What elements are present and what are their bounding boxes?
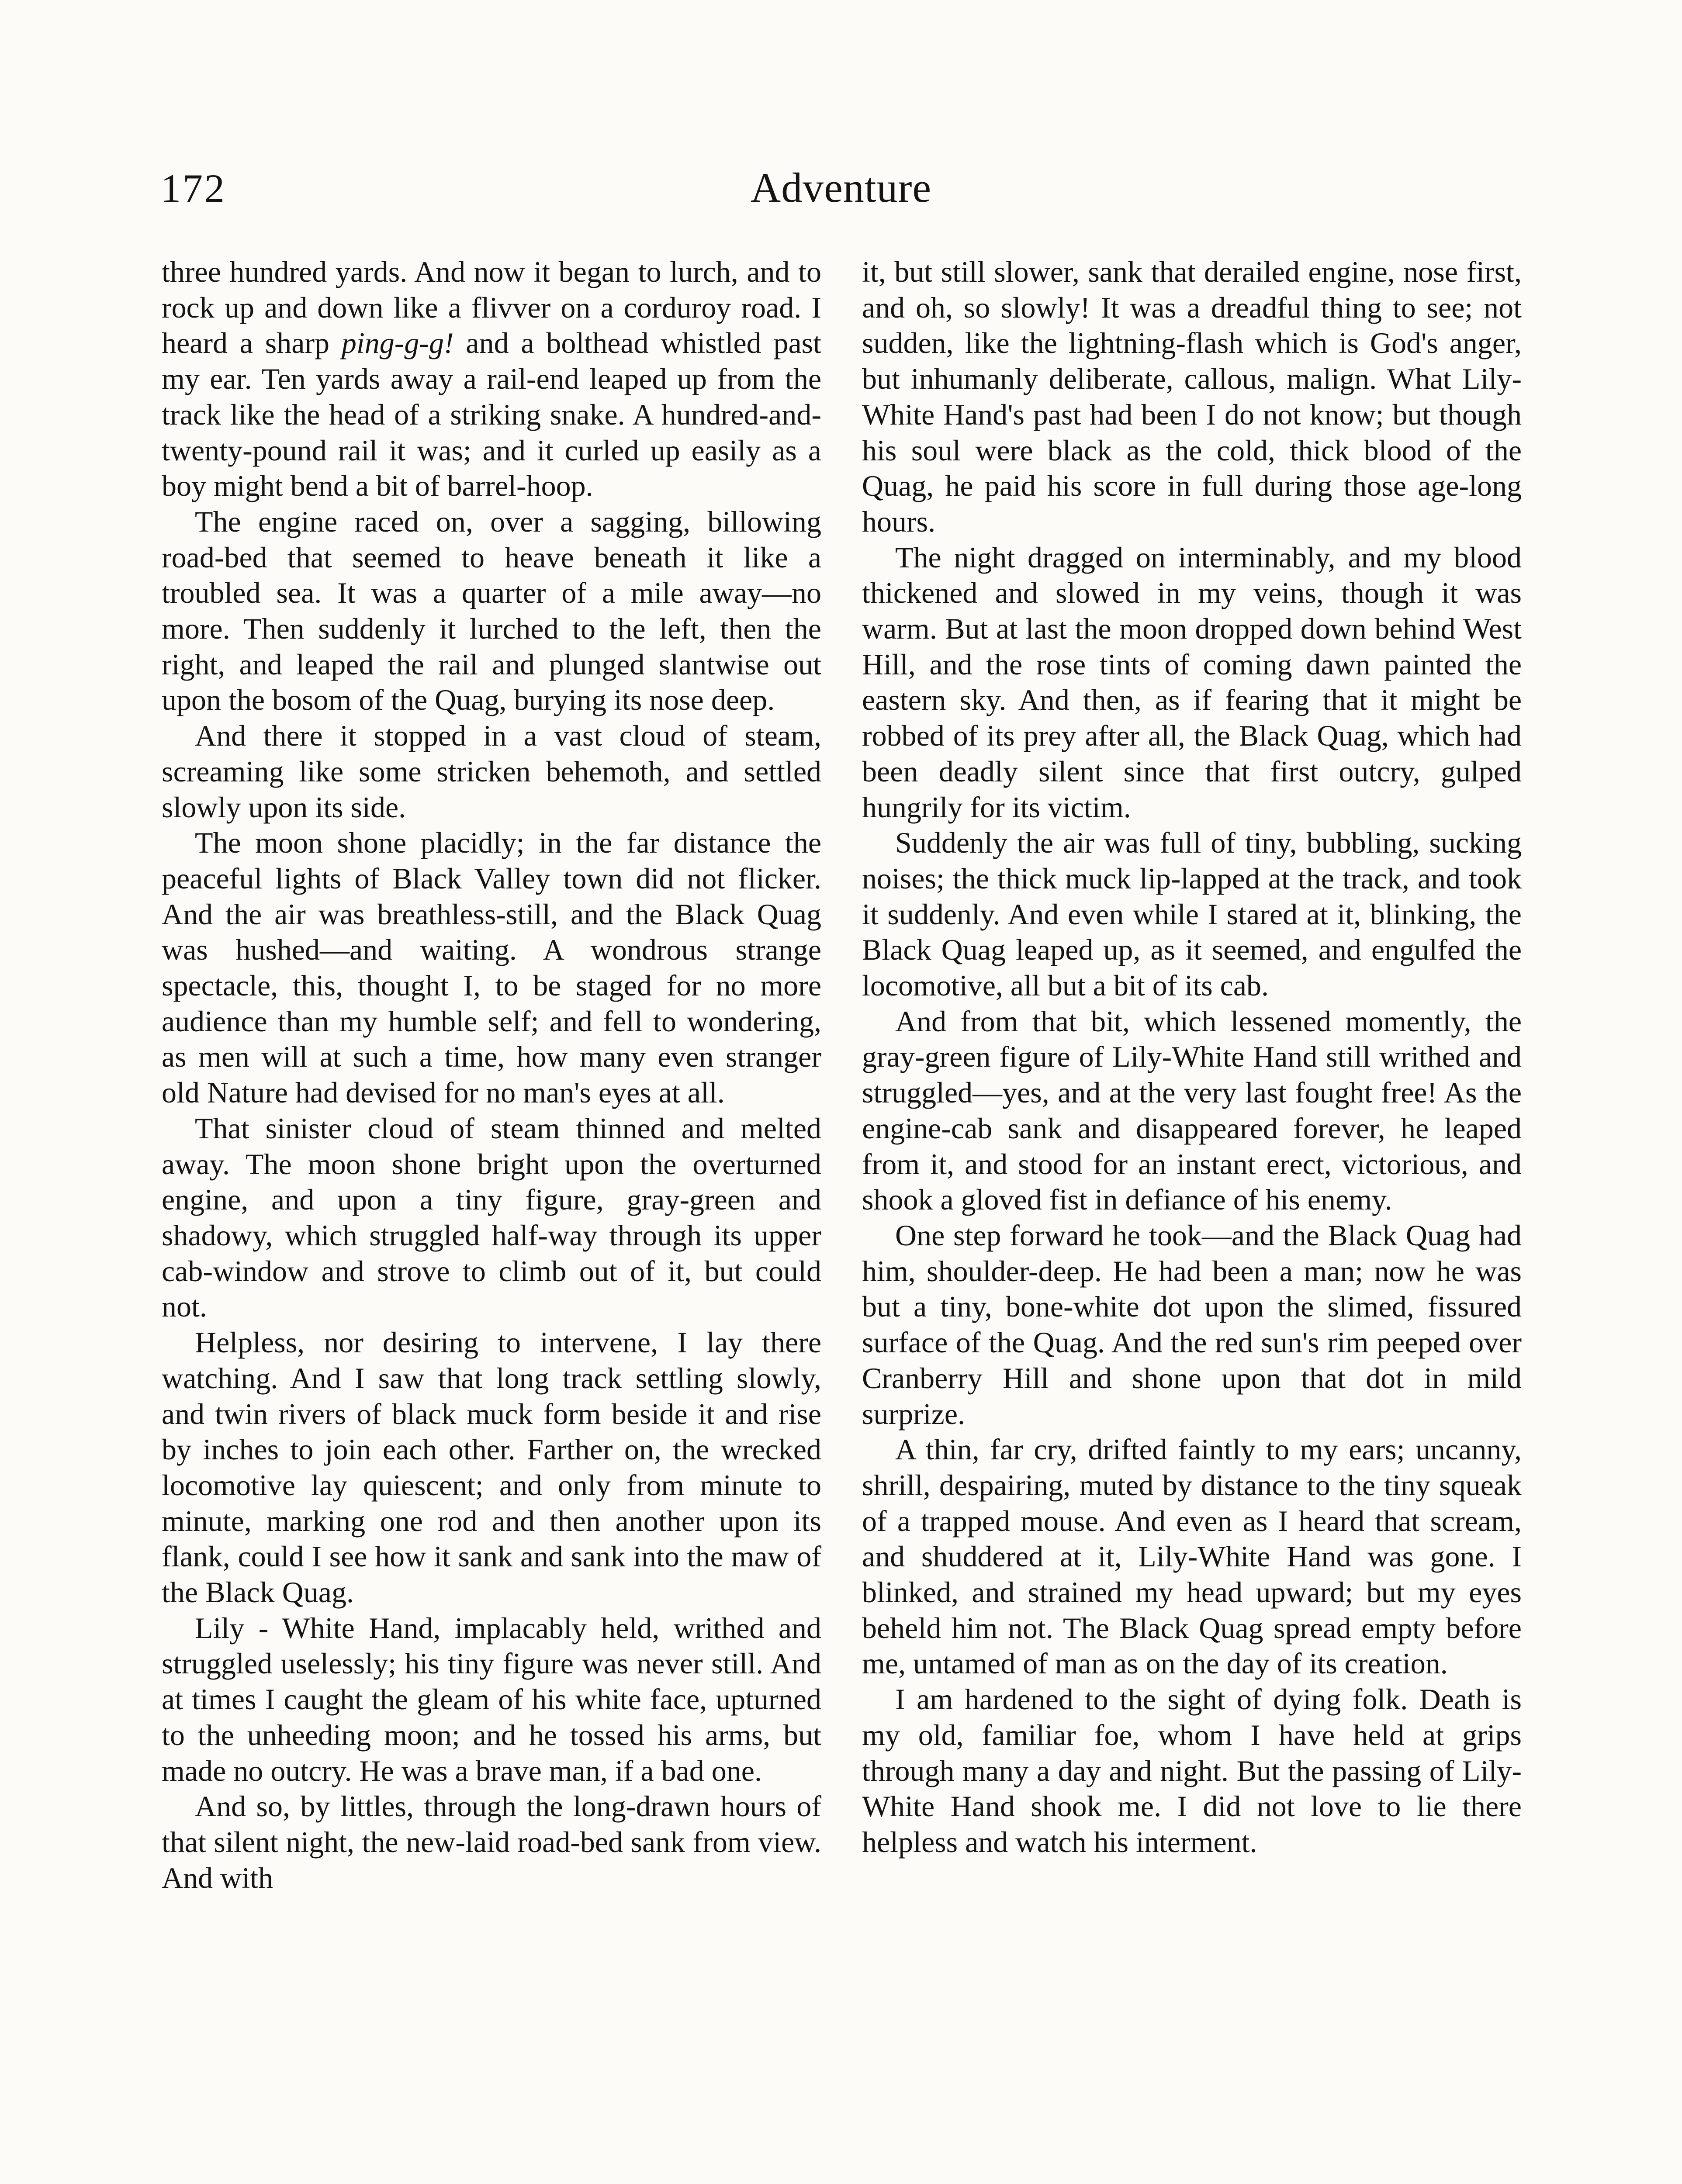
paragraph: That sinister cloud of steam thinned and melted away. The moon shone bright upon the overturned engine, and upon a tiny figure, gray-green and shadowy, which struggled half-way through its upper cab-window and strove to climb out of it, but could not. [162, 1111, 821, 1324]
paragraph-text: three hundred yards. And now it began to lurch, and to rock up and down like a flivver on a corduroy road. I heard a sharp [162, 255, 821, 360]
paragraph: And so, by littles, through the long-drawn hours of that silent night, the new-laid road-bed sank from view. And with [162, 1790, 821, 1894]
running-title: Adventure [750, 164, 932, 211]
paragraph: The night dragged on interminably, and my blood thickened and slowed in my veins, though it was warm. But at last the moon dropped down behind West Hill, and the rose tints of coming dawn painted the eastern sky. And then, as if fearing that it might be robbed of its prey after all, the Black Quag, which had been deadly silent since that first outcry, gulped hungrily for its victim. [862, 540, 1522, 824]
paragraph: Helpless, nor desiring to intervene, I lay there watching. And I saw that long track settling slowly, and twin rivers of black muck form beside it and rise by inches to join each other. Farther on, the wrecked locomotive lay quiescent; and only from minute to minute, marking one rod and then another upon its flank, could I see how it sank and sank into the maw of the Black Quag. [162, 1326, 821, 1609]
page-header [0, 0, 1682, 245]
paragraph: I am hardened to the sight of dying folk. Death is my old, familiar foe, whom I have held at grips through many a day and night. But the passing of Lily-White Hand shook me. I did not love to lie there helpless and watch his interment. [862, 1683, 1522, 1859]
paragraph-text: and a bolthead whistled past my ear. Ten yards away a rail-end leaped up from the track like the head of a striking snake. A hundred-and-twenty-pound rail it was; and it curled up easily as a boy might bend a bit of barrel-hoop. [162, 326, 821, 503]
emphasis-text: ping-g-g! [341, 326, 454, 360]
paragraph: And there it stopped in a vast cloud of steam, screaming like some stricken behemoth, and settled slowly upon its side. [162, 719, 821, 824]
paragraph: Suddenly the air was full of tiny, bubbling, sucking noises; the thick muck lip-lapped at the track, and took it suddenly. And even while I stared at it, blinking, the Black Quag leaped up, as it seemed, and engulfed the locomotive, all but a bit of its cab. [862, 826, 1522, 1002]
paragraph: And from that bit, which lessened momently, the gray-green figure of Lily-White Hand still writhed and struggled—yes, and at the very last fought free! As the engine-cab sank and disappeared forever, he leaped from it, and stood for an instant erect, victorious, and shook a gloved fist in defiance of his enemy. [862, 1004, 1522, 1216]
paragraph: Lily - White Hand, implacably held, writhed and struggled uselessly; his tiny figure was never still. And at times I caught the gleam of his white face, upturned to the unheeding moon; and he tossed his arms, but made no outcry. He was a brave man, if a bad one. [162, 1611, 821, 1787]
paragraph: One step forward he took—and the Black Quag had him, shoulder-deep. He had been a man; now he was but a tiny, bone-white dot upon the slimed, fissured surface of the Quag. And the red sun's rim peeped over Cranberry Hill and shone upon that dot in mild surprize. [862, 1218, 1522, 1431]
paragraph: The engine raced on, over a sagging, billowing road-bed that seemed to heave beneath it like a troubled sea. It was a quarter of a mile away—no more. Then suddenly it lurched to the left, then the right, and leaped the rail and plunged slantwise out upon the bosom of the Quag, burying its nose deep. [162, 505, 821, 717]
paragraph: it, but still slower, sank that derailed engine, nose first, and oh, so slowly! It was a dreadful thing to see; not sudden, like the lightning-flash which is God's anger, but inhumanly deliberate, callous, malign. What Lily-White Hand's past had been I do not know; but though his soul were black as the cold, thick blood of the Quag, he paid his score in full during those age-long hours. [862, 255, 1522, 538]
paragraph: A thin, far cry, drifted faintly to my ears; uncanny, shrill, despairing, muted by distance to the tiny squeak of a trapped mouse. And even as I heard that scream, and shuddered at it, Lily-White Hand was gone. I blinked, and strained my head upward; but my eyes beheld him not. The Black Quag spread empty before me, untamed of man as on the day of its creation. [862, 1433, 1522, 1680]
right-column [862, 254, 1522, 1860]
paragraph: The moon shone placidly; in the far distance the peaceful lights of Black Valley town did not flicker. And the air was breathless-still, and the Black Quag was hushed—and waiting. A wondrous strange spectacle, this, thought I, to be staged for no more audience than my humble self; and fell to wondering, as men will at such a time, how many even stranger old Nature had devised for no man's eyes at all. [162, 826, 821, 1109]
paragraph [162, 254, 821, 504]
page-number: 172 [161, 166, 226, 211]
left-column [162, 254, 821, 1896]
